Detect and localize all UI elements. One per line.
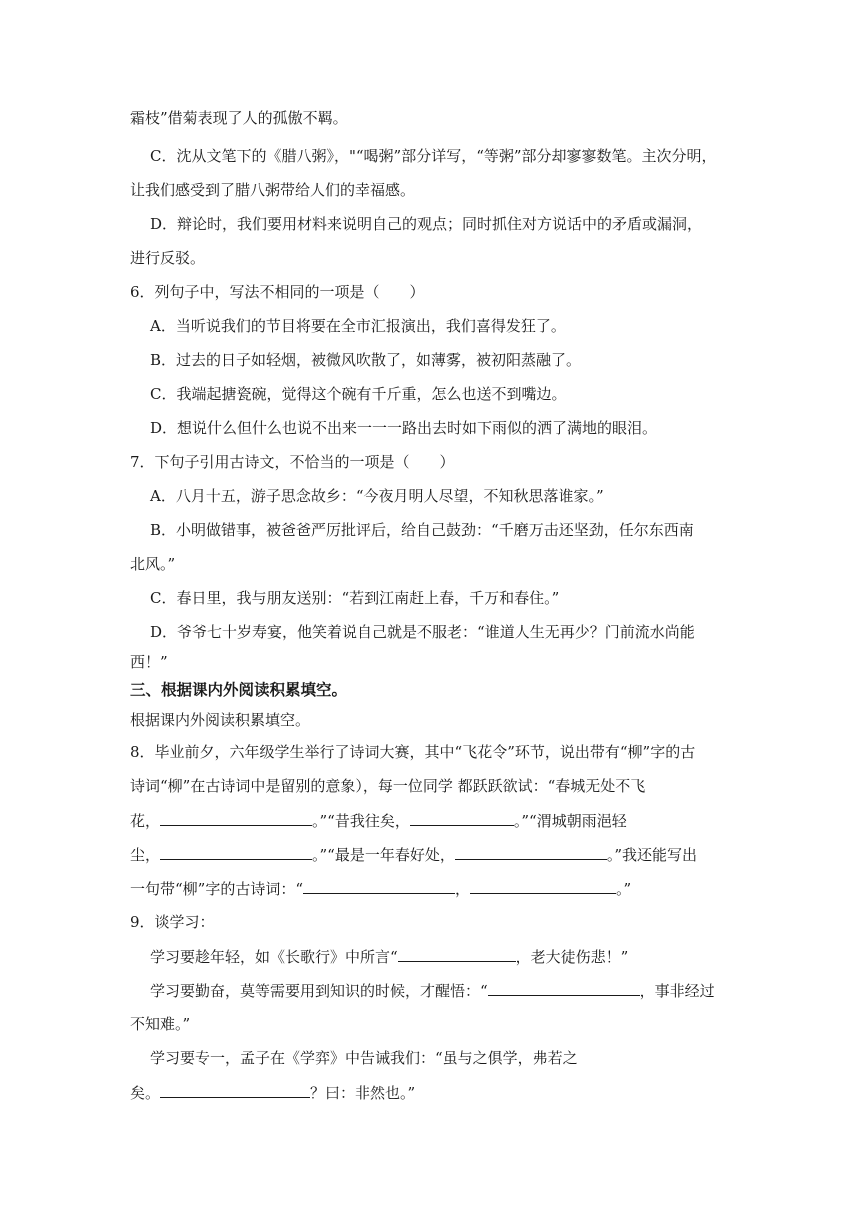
q5-b-continuation: 霜枝”借菊表现了人的孤傲不羁。 [130, 109, 348, 127]
q8-blank-4[interactable] [455, 844, 607, 860]
q8-line3-text-b: 。”“昔我往矣， [312, 812, 410, 830]
q9-para2-text-a: 学习要勤奋，莫等需要用到知识的时候，才醒悟：“ [150, 982, 488, 1000]
q9-para2-line2: 不知难。” [130, 1015, 191, 1033]
q8-line4-text-c: 。”我还能写出 [606, 846, 698, 864]
q9-para1 [150, 946, 628, 967]
q9-blank-1[interactable] [398, 946, 516, 962]
q5-option-c-line1: C．沈从文笔下的《腊八粥》，"“喝粥”部分详写，“等粥”部分却寥寥数笔。主次分明， [150, 147, 717, 165]
q9-para1-text-a: 学习要趁年轻，如《长歌行》中所言“ [150, 948, 398, 966]
q5-option-d-line1: D．辩论时，我们要用材料来说明自己的观点；同时抓住对方说话中的矛盾或漏洞， [150, 215, 703, 233]
q8-line4 [130, 844, 697, 865]
section-3-heading: 三、根据课内外阅读积累填空。 [130, 681, 348, 699]
q9-para3-text-b: 矣。 [130, 1084, 161, 1102]
q7-option-c: C．春日里，我与朋友送别：“若到江南赶上春，千万和春住。” [150, 589, 560, 607]
q8-line3-text-a: 花， [130, 812, 161, 830]
q9-stem: 9．谈学习： [130, 913, 215, 931]
q6-stem: 6．列句子中，写法不相同的一项是（ ） [130, 283, 425, 301]
q8-blank-1[interactable] [160, 810, 312, 826]
q7-option-d-line2: 西！” [130, 653, 168, 671]
q5-option-d-line2: 进行反驳。 [130, 249, 206, 267]
q9-para2-text-b: ，事非经过 [639, 982, 715, 1000]
q9-blank-3[interactable] [160, 1082, 310, 1098]
q8-blank-2[interactable] [410, 810, 514, 826]
q9-para3-text-c: ？曰：非然也。” [310, 1084, 416, 1102]
q9-para2-line1 [150, 980, 715, 1001]
q9-para3-line2 [130, 1082, 415, 1103]
section-3-subtitle: 根据课内外阅读积累填空。 [130, 711, 311, 729]
q8-line4-text-a: 尘， [130, 846, 161, 864]
q9-para3-line1: 学习要专一，孟子在《学弈》中告诫我们：“虽与之俱学，弗若之 [150, 1049, 578, 1067]
q8-line5-text-c: 。” [616, 880, 632, 898]
q7-option-b-line1: B．小明做错事，被爸爸严厉批评后，给自己鼓劲：“千磨万击还坚劲，任尔东西南 [150, 521, 694, 539]
q8-line3 [130, 810, 627, 831]
q8-line5-text-b: ， [455, 880, 471, 898]
q8-line2: 诗词“柳”在古诗词中是留别的意象），每一位同学 都跃跃欲试：“春城无处不飞 [130, 777, 646, 795]
q6-option-c: C．我端起搪瓷碗，觉得这个碗有千斤重，怎么也送不到嘴边。 [150, 385, 567, 403]
q8-blank-3[interactable] [160, 844, 312, 860]
q7-option-b-line2: 北风。” [130, 555, 176, 573]
q8-line4-text-b: 。”“最是一年春好处， [312, 846, 455, 864]
q8-line5 [130, 878, 631, 899]
q6-option-b: B．过去的日子如轻烟，被微风吹散了，如薄雾，被初阳蒸融了。 [150, 351, 582, 369]
q7-stem: 7．下句子引用古诗文，不恰当的一项是（ ） [130, 453, 455, 471]
q8-line3-text-c: 。”“渭城朝雨浥轻 [513, 812, 627, 830]
q8-blank-5[interactable] [303, 878, 455, 894]
q8-line5-text-a: 一句带“柳”字的古诗词：“ [130, 880, 304, 898]
q6-option-a: A．当听说我们的节目将要在全市汇报演出，我们喜得发狂了。 [150, 317, 566, 335]
q7-option-d-line1: D．爷爷七十岁寿宴，他笑着说自己就是不服老：“谁道人生无再少？门前流水尚能 [150, 623, 695, 641]
q9-para1-text-b: ，老大徒伤悲！” [515, 948, 629, 966]
q5-option-c-line2: 让我们感受到了腊八粥带给人们的幸福感。 [130, 181, 416, 199]
q8-line1: 8．毕业前夕，六年级学生举行了诗词大赛，其中“飞花令”环节，说出带有“柳”字的古 [130, 743, 696, 761]
q6-option-d: D．想说什么但什么也说不出来一一一路出去时如下雨似的洒了满地的眼泪。 [150, 419, 658, 437]
q9-blank-2[interactable] [488, 980, 640, 996]
q8-blank-6[interactable] [470, 878, 616, 894]
q7-option-a: A．八月十五，游子思念故乡：“今夜月明人尽望，不知秋思落谁家。” [150, 487, 604, 505]
